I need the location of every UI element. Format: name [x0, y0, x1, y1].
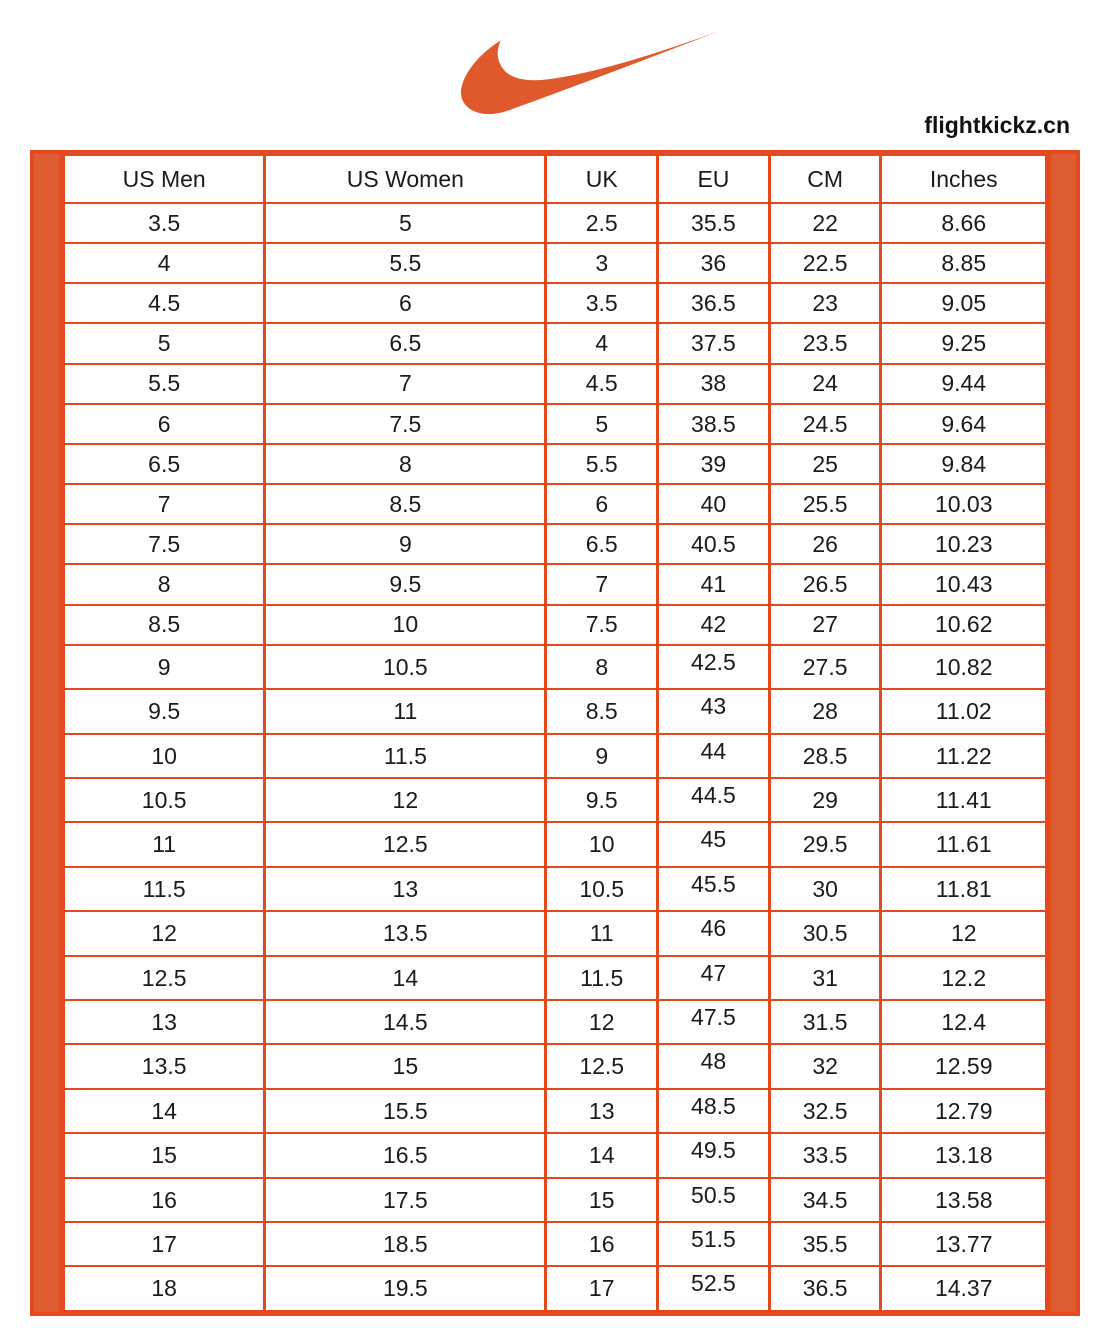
size-cell: 15 — [546, 1178, 658, 1222]
size-cell: 25 — [769, 444, 881, 484]
size-cell: 22 — [769, 203, 881, 243]
size-cell: 10 — [546, 822, 658, 866]
size-cell: 13.5 — [64, 1044, 265, 1088]
size-cell: 8 — [546, 645, 658, 689]
size-cell: 44.5 — [658, 778, 770, 822]
table-row — [64, 564, 1047, 604]
size-cell: 7 — [546, 564, 658, 604]
size-cell: 10.82 — [881, 645, 1047, 689]
size-cell: 14 — [64, 1089, 265, 1133]
size-cell: 51.5 — [658, 1222, 770, 1266]
size-cell: 14.5 — [265, 1000, 546, 1044]
size-cell: 9 — [64, 645, 265, 689]
size-cell: 8.5 — [64, 605, 265, 645]
size-cell: 10.5 — [265, 645, 546, 689]
size-cell: 15.5 — [265, 1089, 546, 1133]
size-cell: 10.03 — [881, 484, 1047, 524]
size-cell: 9.44 — [881, 364, 1047, 404]
size-cell: 25.5 — [769, 484, 881, 524]
size-cell: 23 — [769, 283, 881, 323]
size-cell: 28.5 — [769, 734, 881, 778]
size-cell: 45.5 — [658, 867, 770, 911]
size-cell: 6.5 — [546, 524, 658, 564]
table-row — [64, 1178, 1047, 1222]
size-cell: 39 — [658, 444, 770, 484]
size-cell: 49.5 — [658, 1133, 770, 1177]
size-cell: 48 — [658, 1044, 770, 1088]
size-cell: 28 — [769, 689, 881, 733]
size-cell: 6 — [265, 283, 546, 323]
size-cell: 11.5 — [546, 956, 658, 1000]
size-cell: 7 — [64, 484, 265, 524]
size-conversion-table — [62, 154, 1048, 1312]
size-cell: 52.5 — [658, 1266, 770, 1311]
size-cell: 6.5 — [64, 444, 265, 484]
size-cell: 36.5 — [658, 283, 770, 323]
size-cell: 16.5 — [265, 1133, 546, 1177]
table-row — [64, 484, 1047, 524]
size-cell: 12 — [265, 778, 546, 822]
size-cell: 13.58 — [881, 1178, 1047, 1222]
size-cell: 4.5 — [64, 283, 265, 323]
size-cell: 11 — [265, 689, 546, 733]
size-cell: 32 — [769, 1044, 881, 1088]
size-cell: 35.5 — [769, 1222, 881, 1266]
left-accent-bar — [34, 154, 62, 1312]
table-row — [64, 956, 1047, 1000]
size-cell: 26.5 — [769, 564, 881, 604]
size-cell: 12.4 — [881, 1000, 1047, 1044]
size-cell: 12 — [546, 1000, 658, 1044]
size-cell: 50.5 — [658, 1178, 770, 1222]
size-cell: 9 — [546, 734, 658, 778]
column-header-inches: Inches — [881, 155, 1047, 203]
table-row — [64, 605, 1047, 645]
table-row — [64, 778, 1047, 822]
size-cell: 10 — [265, 605, 546, 645]
size-cell: 7.5 — [546, 605, 658, 645]
size-cell: 8.5 — [546, 689, 658, 733]
table-row — [64, 203, 1047, 243]
size-cell: 12 — [64, 911, 265, 955]
size-cell: 40 — [658, 484, 770, 524]
size-cell: 11.5 — [265, 734, 546, 778]
column-header-us-women: US Women — [265, 155, 546, 203]
size-cell: 11.22 — [881, 734, 1047, 778]
size-cell: 5 — [265, 203, 546, 243]
size-cell: 42 — [658, 605, 770, 645]
size-cell: 29 — [769, 778, 881, 822]
size-cell: 3 — [546, 243, 658, 283]
size-cell: 45 — [658, 822, 770, 866]
size-cell: 26 — [769, 524, 881, 564]
size-cell: 48.5 — [658, 1089, 770, 1133]
size-cell: 6 — [546, 484, 658, 524]
size-cell: 35.5 — [658, 203, 770, 243]
table-row — [64, 1133, 1047, 1177]
table-row — [64, 734, 1047, 778]
size-cell: 40.5 — [658, 524, 770, 564]
size-cell: 38 — [658, 364, 770, 404]
table-row — [64, 1266, 1047, 1311]
size-cell: 14 — [265, 956, 546, 1000]
size-cell: 7.5 — [64, 524, 265, 564]
size-cell: 13 — [64, 1000, 265, 1044]
size-cell: 29.5 — [769, 822, 881, 866]
size-cell: 36.5 — [769, 1266, 881, 1311]
size-cell: 23.5 — [769, 323, 881, 363]
size-cell: 8 — [265, 444, 546, 484]
size-cell: 5.5 — [546, 444, 658, 484]
table-row — [64, 243, 1047, 283]
column-header-eu: EU — [658, 155, 770, 203]
size-cell: 10.43 — [881, 564, 1047, 604]
size-cell: 34.5 — [769, 1178, 881, 1222]
size-cell: 22.5 — [769, 243, 881, 283]
watermark-text: flightkickz.cn — [924, 112, 1070, 138]
size-cell: 11.5 — [64, 867, 265, 911]
size-cell: 9.05 — [881, 283, 1047, 323]
size-cell: 37.5 — [658, 323, 770, 363]
table-body — [64, 203, 1047, 1311]
size-cell: 31 — [769, 956, 881, 1000]
column-header-us-men: US Men — [64, 155, 265, 203]
table-row — [64, 323, 1047, 363]
size-cell: 5.5 — [64, 364, 265, 404]
size-cell: 19.5 — [265, 1266, 546, 1311]
size-cell: 27 — [769, 605, 881, 645]
size-cell: 11.61 — [881, 822, 1047, 866]
size-cell: 9.25 — [881, 323, 1047, 363]
size-cell: 24.5 — [769, 404, 881, 444]
size-cell: 10.62 — [881, 605, 1047, 645]
size-cell: 17 — [546, 1266, 658, 1311]
size-cell: 4 — [546, 323, 658, 363]
size-cell: 33.5 — [769, 1133, 881, 1177]
size-cell: 30.5 — [769, 911, 881, 955]
size-cell: 10.5 — [546, 867, 658, 911]
size-cell: 47.5 — [658, 1000, 770, 1044]
table-row — [64, 1089, 1047, 1133]
size-cell: 9.5 — [265, 564, 546, 604]
size-cell: 5 — [546, 404, 658, 444]
size-cell: 31.5 — [769, 1000, 881, 1044]
table-row — [64, 822, 1047, 866]
size-cell: 8 — [64, 564, 265, 604]
size-cell: 12 — [881, 911, 1047, 955]
size-cell: 15 — [265, 1044, 546, 1088]
size-cell: 7.5 — [265, 404, 546, 444]
size-cell: 12.2 — [881, 956, 1047, 1000]
size-cell: 12.5 — [546, 1044, 658, 1088]
size-cell: 8.5 — [265, 484, 546, 524]
table-row — [64, 444, 1047, 484]
size-cell: 44 — [658, 734, 770, 778]
size-cell: 8.85 — [881, 243, 1047, 283]
size-chart-frame — [30, 150, 1080, 1316]
right-accent-bar — [1048, 154, 1076, 1312]
size-cell: 10.5 — [64, 778, 265, 822]
table-row — [64, 404, 1047, 444]
size-cell: 11.41 — [881, 778, 1047, 822]
size-cell: 46 — [658, 911, 770, 955]
size-cell: 5.5 — [265, 243, 546, 283]
size-cell: 8.66 — [881, 203, 1047, 243]
size-cell: 12.79 — [881, 1089, 1047, 1133]
size-cell: 6 — [64, 404, 265, 444]
column-header-uk: UK — [546, 155, 658, 203]
size-cell: 41 — [658, 564, 770, 604]
table-row — [64, 645, 1047, 689]
swoosh-icon — [448, 28, 724, 118]
size-cell: 30 — [769, 867, 881, 911]
size-cell: 6.5 — [265, 323, 546, 363]
size-cell: 11.81 — [881, 867, 1047, 911]
size-cell: 13.5 — [265, 911, 546, 955]
size-cell: 38.5 — [658, 404, 770, 444]
size-cell: 24 — [769, 364, 881, 404]
size-cell: 27.5 — [769, 645, 881, 689]
table-row — [64, 524, 1047, 564]
table-row — [64, 283, 1047, 323]
size-cell: 17.5 — [265, 1178, 546, 1222]
size-cell: 9.64 — [881, 404, 1047, 444]
size-cell: 42.5 — [658, 645, 770, 689]
header-row — [64, 155, 1047, 203]
size-cell: 15 — [64, 1133, 265, 1177]
table-row — [64, 1000, 1047, 1044]
size-cell: 13.77 — [881, 1222, 1047, 1266]
size-cell: 47 — [658, 956, 770, 1000]
size-cell: 14 — [546, 1133, 658, 1177]
size-cell: 4 — [64, 243, 265, 283]
size-cell: 12.5 — [64, 956, 265, 1000]
size-cell: 16 — [64, 1178, 265, 1222]
size-cell: 43 — [658, 689, 770, 733]
table-row — [64, 689, 1047, 733]
table-row — [64, 364, 1047, 404]
size-cell: 3.5 — [64, 203, 265, 243]
size-cell: 2.5 — [546, 203, 658, 243]
size-cell: 36 — [658, 243, 770, 283]
table-header — [64, 155, 1047, 203]
size-cell: 9 — [265, 524, 546, 564]
size-cell: 9.5 — [64, 689, 265, 733]
nike-swoosh-logo — [448, 28, 724, 118]
table-row — [64, 911, 1047, 955]
size-cell: 14.37 — [881, 1266, 1047, 1311]
table-row — [64, 1222, 1047, 1266]
size-cell: 12.59 — [881, 1044, 1047, 1088]
column-header-cm: CM — [769, 155, 881, 203]
size-cell: 9.5 — [546, 778, 658, 822]
size-cell: 3.5 — [546, 283, 658, 323]
size-cell: 10 — [64, 734, 265, 778]
size-cell: 10.23 — [881, 524, 1047, 564]
size-cell: 13 — [546, 1089, 658, 1133]
size-cell: 9.84 — [881, 444, 1047, 484]
size-cell: 16 — [546, 1222, 658, 1266]
size-cell: 13 — [265, 867, 546, 911]
size-cell: 7 — [265, 364, 546, 404]
size-cell: 32.5 — [769, 1089, 881, 1133]
size-cell: 11.02 — [881, 689, 1047, 733]
size-cell: 11 — [546, 911, 658, 955]
size-cell: 17 — [64, 1222, 265, 1266]
size-cell: 18 — [64, 1266, 265, 1311]
size-cell: 12.5 — [265, 822, 546, 866]
size-cell: 4.5 — [546, 364, 658, 404]
size-cell: 18.5 — [265, 1222, 546, 1266]
table-row — [64, 1044, 1047, 1088]
size-cell: 5 — [64, 323, 265, 363]
size-cell: 13.18 — [881, 1133, 1047, 1177]
size-cell: 11 — [64, 822, 265, 866]
table-row — [64, 867, 1047, 911]
